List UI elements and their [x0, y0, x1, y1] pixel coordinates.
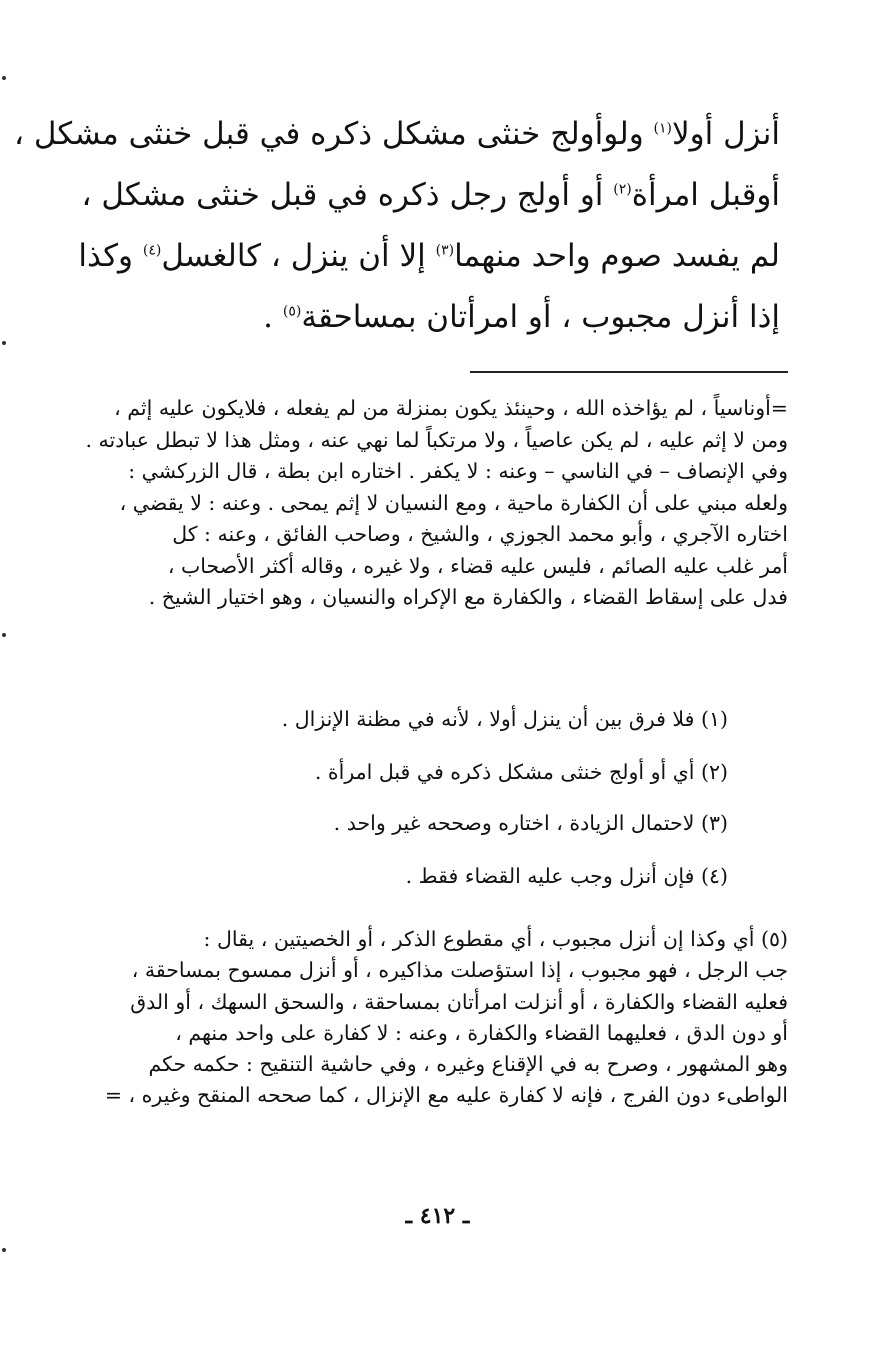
page-number: ـ ٤١٢ ـ	[405, 1203, 470, 1229]
footnote-marker: (١)	[653, 120, 672, 137]
edge-mark	[2, 341, 6, 345]
main-text-fragment: وكذا	[78, 238, 143, 274]
footnote-line: أو دون الدق ، فعليهما القضاء والكفارة ، وعنه : لا كفارة على واحد منهم ،	[175, 1020, 788, 1045]
footnote-separator	[470, 371, 788, 373]
main-line	[55, 226, 780, 287]
footnote-marker: (٤)	[142, 242, 162, 259]
footnote-line: فعليه القضاء والكفارة ، أو أنزلت امرأتان بمساحقة ، والسحق السهك ، أو الدق	[130, 989, 788, 1014]
main-line	[55, 165, 780, 226]
note-line: وفي الإنصاف – في الناسي – وعنه : لا يكفر . اختاره ابن بطة ، قال الزركشي :	[128, 459, 788, 483]
main-text-fragment: إذا أنزل مجبوب ، أو امرأتان بمساحقة	[301, 299, 780, 335]
main-line	[55, 287, 780, 348]
note-line: أمر غلب عليه الصائم ، فليس عليه قضاء ، ولا غيره ، وقاله أكثر الأصحاب ،	[167, 553, 788, 578]
main-text-fragment: ولوأولج خنثى مشكل ذكره في قبل خنثى مشكل ،	[14, 116, 654, 152]
footnote-5	[40, 924, 788, 1112]
footnote-1: (١) فلا فرق بين أن ينزل أولا ، لأنه في مظنة الإنزال .	[281, 707, 728, 731]
footnote-marker: (٣)	[435, 242, 455, 259]
main-text-fragment: إلا أن ينزل ، كالغسل	[161, 238, 436, 274]
main-text-fragment: أنزل أولا	[672, 116, 780, 152]
footnote-4: (٤) فإن أنزل وجب عليه القضاء فقط .	[405, 864, 728, 888]
main-text-fragment: .	[263, 299, 283, 335]
note-line: ولعله مبني على أن الكفارة ماحية ، ومع النسيان لا إثم يمحى . وعنه : لا يقضي ،	[119, 490, 788, 515]
footnote-line: وهو المشهور ، وصرح به في الإقناع وغيره ، وفي حاشية التنقيح : حكمه حكم	[148, 1052, 788, 1077]
main-text	[14, 104, 780, 348]
footnote-3: (٣) لاحتمال الزيادة ، اختاره وصححه غير واحد .	[333, 811, 728, 835]
footnote-2: (٢) أي أو أولج خنثى مشكل ذكره في قبل امرأة .	[314, 760, 728, 784]
footnote-line: الواطىء دون الفرج ، فإنه لا كفارة عليه مع الإنزال ، كما صححه المنقح وغيره ، =	[104, 1083, 788, 1108]
continued-note	[40, 393, 788, 614]
edge-mark	[2, 1248, 6, 1252]
main-line	[14, 104, 780, 165]
note-line: ومن لا إثم عليه ، لم يكن عاصياً ، ولا مرتكباً لما نهي عنه ، ومثل هذا لا تبطل عبادته .	[85, 427, 788, 452]
note-line: اختاره الآجري ، وأبو محمد الجوزي ، والشيخ ، وصاحب الفائق ، وعنه : كل	[172, 522, 788, 546]
main-text-fragment: لم يفسد صوم واحد منهما	[454, 238, 780, 274]
note-line: فدل على إسقاط القضاء ، والكفارة مع الإكراه والنسيان ، وهو اختيار الشيخ .	[148, 585, 788, 609]
edge-mark	[2, 76, 6, 80]
main-text-fragment: أو أولج رجل ذكره في قبل خنثى مشكل ،	[81, 177, 614, 213]
footnote-marker: (٢)	[613, 181, 632, 198]
main-text-fragment: أوقبل امرأة	[631, 177, 780, 213]
footnote-line: جب الرجل ، فهو مجبوب ، إذا استؤصلت مذاكيره ، أو أنزل ممسوح بمساحقة ،	[131, 958, 788, 983]
edge-mark	[2, 633, 6, 637]
note-line: =أوناسياً ، لم يؤاخذه الله ، وحينئذ يكون بمنزلة من لم يفعله ، فلايكون عليه إثم ،	[114, 396, 788, 420]
footnote-marker: (٥)	[282, 303, 302, 320]
footnote-line: (٥) أي وكذا إن أنزل مجبوب ، أي مقطوع الذكر ، أو الخصيتين ، يقال :	[203, 927, 788, 951]
